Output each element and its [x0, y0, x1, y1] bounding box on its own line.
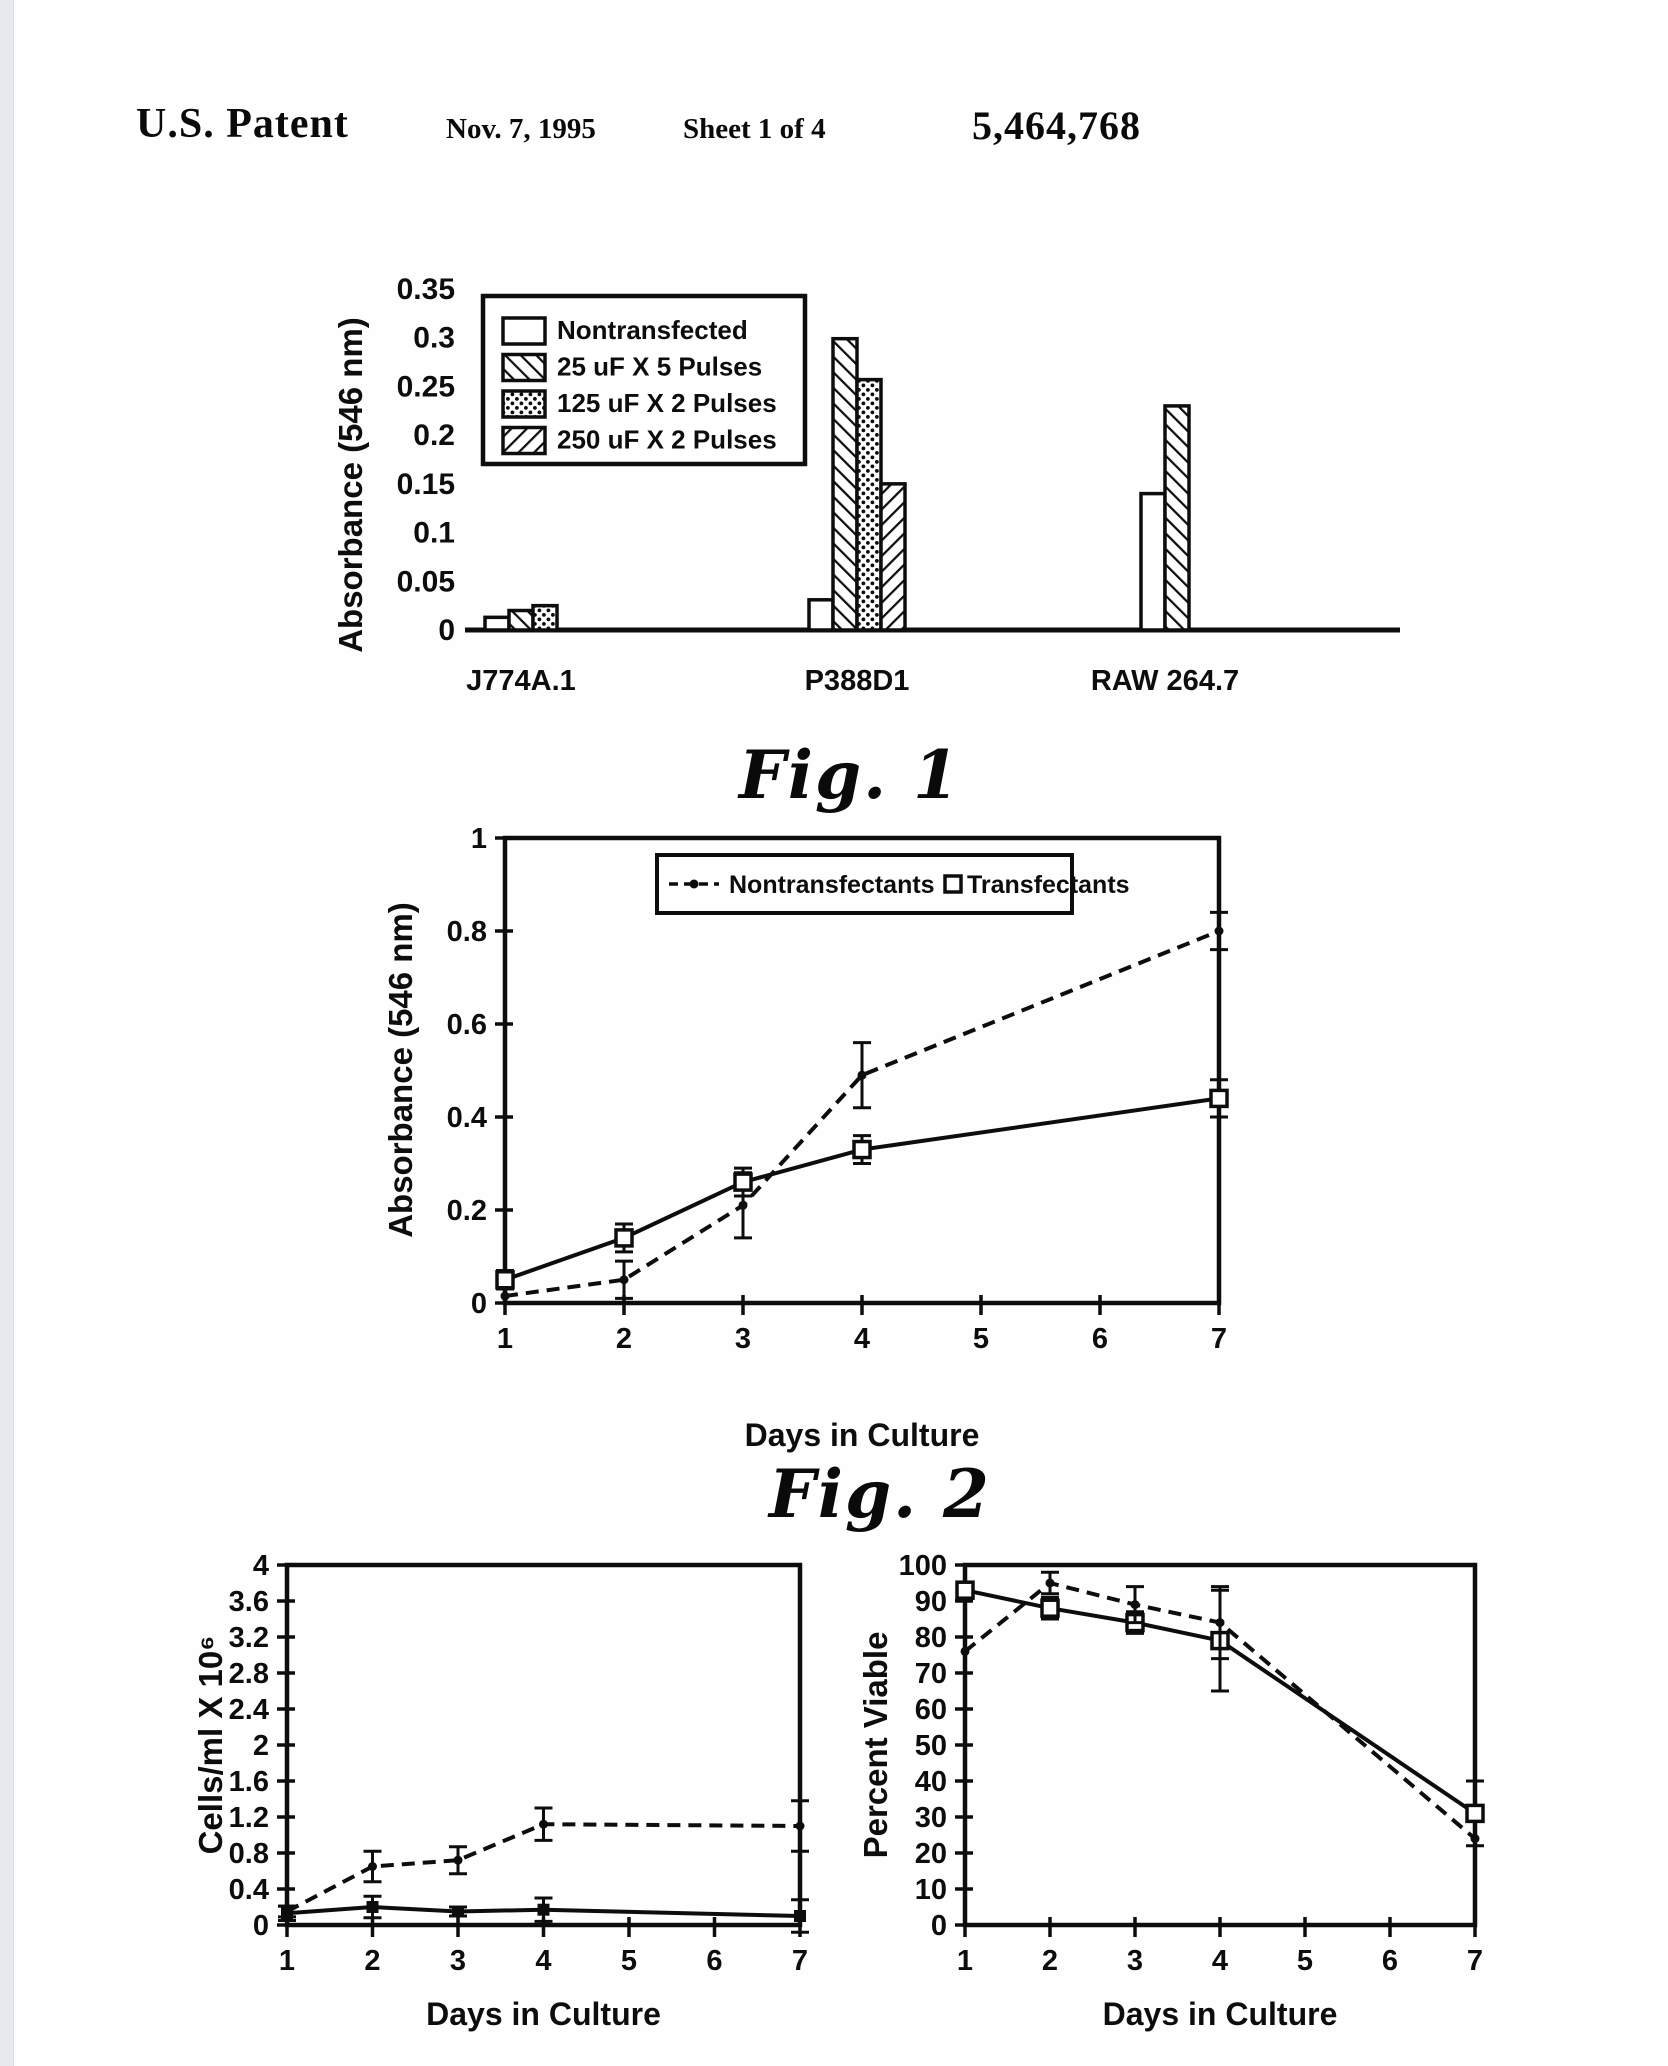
- dot-marker: [620, 1275, 629, 1284]
- dot-marker: [1131, 1600, 1140, 1609]
- dot-marker: [1216, 1618, 1225, 1627]
- category-label: RAW 264.7: [1090, 665, 1240, 697]
- x-tick-label: 4: [535, 1945, 552, 1977]
- y-tick-label: 1: [470, 823, 487, 855]
- x-tick-label: 7: [1210, 1323, 1228, 1355]
- y-tick-label: 0.1: [413, 516, 455, 550]
- y-axis-label: Percent Viable: [857, 1631, 894, 1859]
- y-tick-label: 0.15: [396, 467, 455, 501]
- x-tick-label: 2: [364, 1945, 381, 1977]
- x-tick-label: 6: [706, 1945, 723, 1977]
- dot-marker: [1215, 927, 1224, 936]
- filled-square-marker: [794, 1910, 806, 1922]
- x-tick-label: 7: [791, 1945, 809, 1977]
- x-tick-label: 2: [1041, 1945, 1059, 1977]
- dot-marker: [1046, 1579, 1055, 1588]
- x-axis-label: Days in Culture: [1102, 1996, 1338, 2032]
- legend-label: 125 uF X 2 Pulses: [557, 388, 777, 418]
- y-tick-label: 60: [914, 1694, 947, 1726]
- x-tick-label: 7: [1466, 1945, 1484, 1977]
- legend-swatch: [503, 318, 545, 344]
- y-tick-label: 0.8: [446, 916, 487, 948]
- x-tick-label: 6: [1381, 1945, 1399, 1977]
- y-tick-label: 70: [914, 1658, 947, 1690]
- open-square-marker: [1042, 1600, 1058, 1616]
- legend-label: Transfectants: [967, 871, 1130, 899]
- x-axis-label: Days in Culture: [426, 1996, 661, 2032]
- dot-marker: [501, 1292, 510, 1301]
- x-tick-label: 5: [1296, 1945, 1314, 1977]
- y-axis-label: Absorbance (546 nm): [382, 902, 419, 1238]
- dot-marker: [454, 1856, 463, 1865]
- filled-square-marker: [538, 1904, 550, 1916]
- bar: [833, 339, 857, 630]
- patent-header-number: 5,464,768: [972, 103, 1141, 148]
- legend-label: 250 uF X 2 Pulses: [557, 424, 777, 455]
- legend-swatch: [503, 428, 545, 454]
- bar: [857, 380, 881, 630]
- fig2-line-chart: [380, 808, 1280, 1468]
- legend-label: 25 uF X 5 Pulses: [557, 351, 763, 382]
- dot-marker: [368, 1862, 377, 1871]
- fig1-caption: Fig. 1: [739, 736, 961, 814]
- dot-marker: [1471, 1834, 1480, 1843]
- bar: [809, 600, 833, 630]
- dot-marker: [539, 1820, 548, 1829]
- x-tick-label: 6: [1091, 1323, 1109, 1355]
- y-tick-label: 0.05: [396, 565, 455, 599]
- bar: [485, 617, 509, 630]
- open-square-marker: [497, 1272, 513, 1288]
- patent-header-title: U.S. Patent: [136, 101, 349, 147]
- x-tick-label: 4: [853, 1323, 871, 1355]
- fig1-bar-chart: [240, 185, 1420, 725]
- y-tick-label: 4: [252, 1550, 269, 1582]
- patent-header-sheet: Sheet 1 of 4: [683, 113, 826, 145]
- y-tick-label: 0.3: [413, 321, 455, 355]
- y-tick-label: 0: [930, 1910, 947, 1942]
- dot-marker: [961, 1647, 970, 1656]
- filled-square-marker: [452, 1906, 464, 1918]
- filled-square-marker: [281, 1907, 293, 1919]
- fig3-viable-line-chart: [845, 1538, 1525, 2048]
- bar: [1165, 406, 1189, 630]
- fig3-cells-line-chart: [180, 1538, 860, 2048]
- y-tick-label: 3.6: [228, 1586, 269, 1618]
- open-square-marker: [1211, 1090, 1227, 1106]
- y-tick-label: 40: [914, 1766, 947, 1798]
- y-tick-label: 0.35: [396, 273, 455, 306]
- y-tick-label: 2: [252, 1730, 269, 1762]
- x-tick-label: 1: [956, 1945, 974, 1977]
- y-tick-label: 0.25: [396, 370, 455, 404]
- patent-header-date: Nov. 7, 1995: [446, 113, 596, 145]
- y-tick-label: 1.2: [228, 1802, 269, 1834]
- y-tick-label: 50: [914, 1730, 947, 1762]
- scan-edge-strip: [0, 0, 14, 2066]
- y-axis-label: Absorbance (546 nm): [332, 317, 369, 653]
- y-tick-label: 0: [470, 1288, 487, 1320]
- legend-swatch: [503, 355, 545, 381]
- y-tick-label: 90: [914, 1586, 947, 1618]
- y-tick-label: 2.4: [228, 1694, 269, 1726]
- y-tick-label: 20: [914, 1838, 947, 1870]
- dot-marker: [739, 1201, 748, 1210]
- y-axis-label: Cells/ml X 10⁶: [192, 1635, 229, 1855]
- legend-square-sample: [945, 876, 961, 892]
- bar: [1141, 494, 1165, 630]
- legend-swatch: [503, 391, 545, 417]
- category-label: P388D1: [804, 665, 910, 697]
- x-tick-label: 5: [620, 1945, 638, 1977]
- x-tick-label: 3: [449, 1945, 467, 1977]
- x-tick-label: 4: [1211, 1945, 1229, 1977]
- x-tick-label: 1: [496, 1323, 514, 1355]
- legend-label: Nontransfectants: [729, 871, 935, 899]
- x-tick-label: 3: [734, 1323, 752, 1355]
- filled-square-marker: [367, 1901, 379, 1913]
- open-square-marker: [957, 1582, 973, 1598]
- x-tick-label: 3: [1126, 1945, 1144, 1977]
- y-tick-label: 2.8: [228, 1658, 269, 1690]
- dot-marker: [690, 880, 699, 889]
- bar: [509, 611, 533, 630]
- legend-label: Nontransfected: [557, 315, 748, 345]
- y-tick-label: 30: [914, 1802, 947, 1834]
- open-square-marker: [735, 1174, 751, 1190]
- open-square-marker: [1467, 1805, 1483, 1821]
- open-square-marker: [854, 1142, 870, 1158]
- x-axis-label: Days in Culture: [744, 1417, 980, 1453]
- x-tick-label: 5: [972, 1323, 990, 1355]
- y-tick-label: 0.8: [228, 1838, 269, 1870]
- dot-marker: [858, 1071, 867, 1080]
- y-tick-label: 0.2: [446, 1195, 487, 1227]
- x-tick-label: 1: [278, 1945, 296, 1977]
- transfectants-line: [505, 1098, 1219, 1279]
- y-tick-label: 0.4: [228, 1874, 269, 1906]
- y-tick-label: 100: [898, 1550, 947, 1582]
- open-square-marker: [616, 1230, 632, 1246]
- fig2-caption: Fig. 2: [769, 1455, 991, 1533]
- y-tick-label: 10: [914, 1874, 947, 1906]
- y-tick-label: 0.2: [413, 419, 455, 453]
- y-tick-label: 0: [438, 614, 455, 647]
- y-tick-label: 3.2: [228, 1622, 269, 1654]
- x-tick-label: 2: [615, 1323, 633, 1355]
- bar: [533, 606, 557, 630]
- y-tick-label: 0.6: [446, 1009, 487, 1041]
- y-tick-label: 0.4: [446, 1102, 487, 1134]
- dot-marker: [796, 1822, 805, 1831]
- bar: [881, 484, 905, 630]
- y-tick-label: 80: [914, 1622, 947, 1654]
- y-tick-label: 1.6: [228, 1766, 269, 1798]
- category-label: J774A.1: [466, 665, 576, 697]
- y-tick-label: 0: [252, 1910, 269, 1942]
